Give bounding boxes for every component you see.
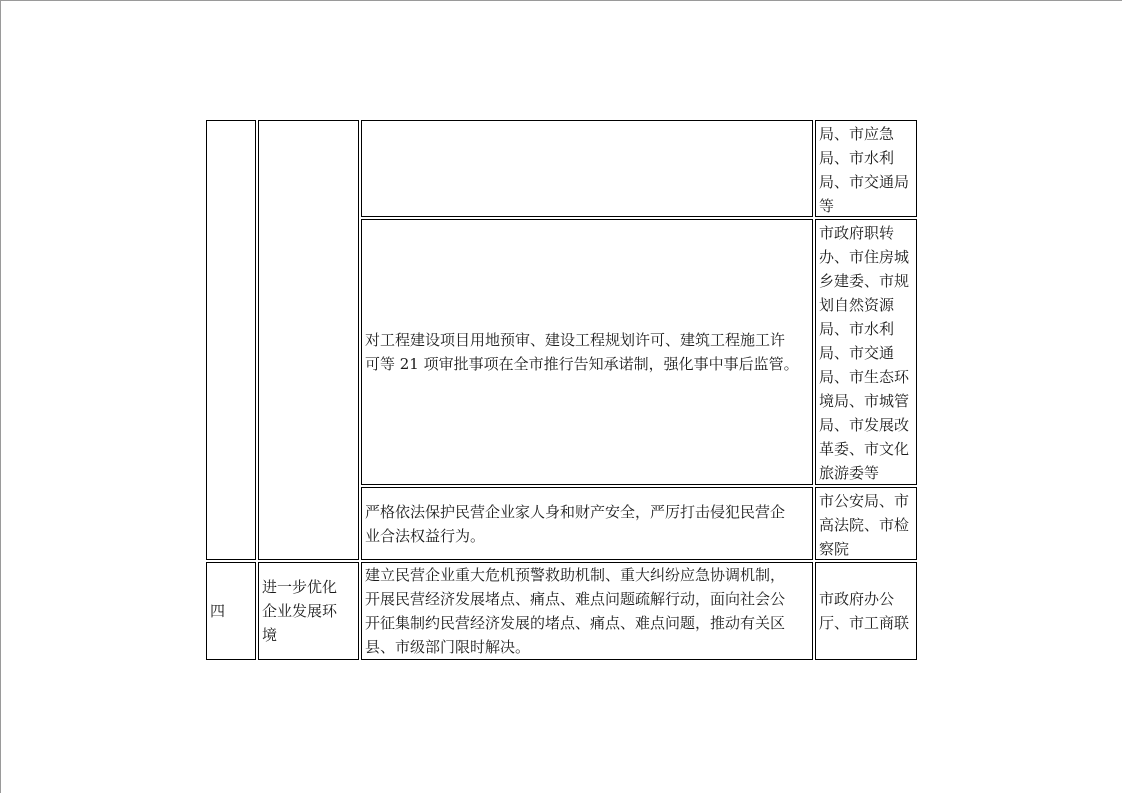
unit-line: 局、市应急 bbox=[819, 125, 895, 143]
task-line: 对工程建设项目用地预审、建设工程规划许可、建筑工程施工许 bbox=[365, 331, 786, 349]
unit-line: 办、市住房城 bbox=[819, 248, 910, 266]
task-cell-row-1 bbox=[361, 120, 813, 217]
category-line: 进一步优化 bbox=[262, 578, 338, 596]
task-line: 开征集制约民营经济发展的堵点、痛点、难点问题，推动有关区 bbox=[365, 614, 786, 632]
task-line: 建立民营企业重大危机预警救助机制、重大纠纷应急协调机制， bbox=[365, 566, 786, 584]
unit-line: 市政府办公 bbox=[819, 590, 895, 608]
category-line: 企业发展环 bbox=[262, 602, 338, 620]
unit-line: 乡建委、市规 bbox=[819, 272, 910, 290]
task-line: 严格依法保护民营企业家人身和财产安全，严厉打击侵犯民营企 bbox=[365, 502, 786, 521]
task-cell-row-2 bbox=[361, 219, 813, 485]
unit-line: 境局、市城管 bbox=[819, 392, 910, 410]
unit-cell-row-1 bbox=[815, 120, 917, 217]
unit-line: 局、市水利 bbox=[819, 320, 895, 338]
section-number: 四 bbox=[210, 602, 226, 620]
section-number-cell bbox=[206, 120, 256, 560]
category-cell bbox=[258, 120, 359, 560]
category-line: 境 bbox=[262, 626, 278, 644]
unit-cell-row-3 bbox=[815, 487, 917, 560]
task-cell-row-3 bbox=[361, 487, 813, 560]
task-line: 可等 21 项审批事项在全市推行告知承诺制，强化事中事后监管。 bbox=[365, 355, 799, 373]
section-4-category-cell bbox=[258, 562, 359, 660]
unit-line: 市政府职转 bbox=[819, 224, 895, 242]
unit-line: 局、市发展改 bbox=[819, 416, 910, 434]
unit-line: 局、市交通 bbox=[819, 344, 895, 362]
unit-line: 局、市交通局 bbox=[819, 173, 910, 191]
task-line: 县、市级部门限时解决。 bbox=[365, 638, 531, 656]
unit-line: 等 bbox=[819, 197, 835, 215]
section-4-unit-cell bbox=[815, 562, 917, 660]
unit-line: 局、市生态环 bbox=[819, 368, 910, 386]
unit-line: 划自然资源 bbox=[819, 296, 895, 314]
section-4-number-cell bbox=[206, 562, 256, 660]
unit-line: 厅、市工商联 bbox=[819, 614, 910, 632]
unit-line: 察院 bbox=[819, 540, 850, 558]
unit-line: 革委、市文化 bbox=[819, 440, 910, 458]
task-line: 开展民营经济发展堵点、痛点、难点问题疏解行动，面向社会公 bbox=[365, 590, 786, 608]
unit-line: 局、市水利 bbox=[819, 149, 895, 167]
unit-line: 旅游委等 bbox=[819, 464, 880, 482]
unit-line: 高法院、市检 bbox=[819, 516, 910, 534]
section-4-task-cell bbox=[361, 562, 813, 660]
task-line: 业合法权益行为。 bbox=[365, 526, 486, 545]
unit-line: 市公安局、市 bbox=[819, 492, 910, 510]
unit-cell-row-2 bbox=[815, 219, 917, 485]
